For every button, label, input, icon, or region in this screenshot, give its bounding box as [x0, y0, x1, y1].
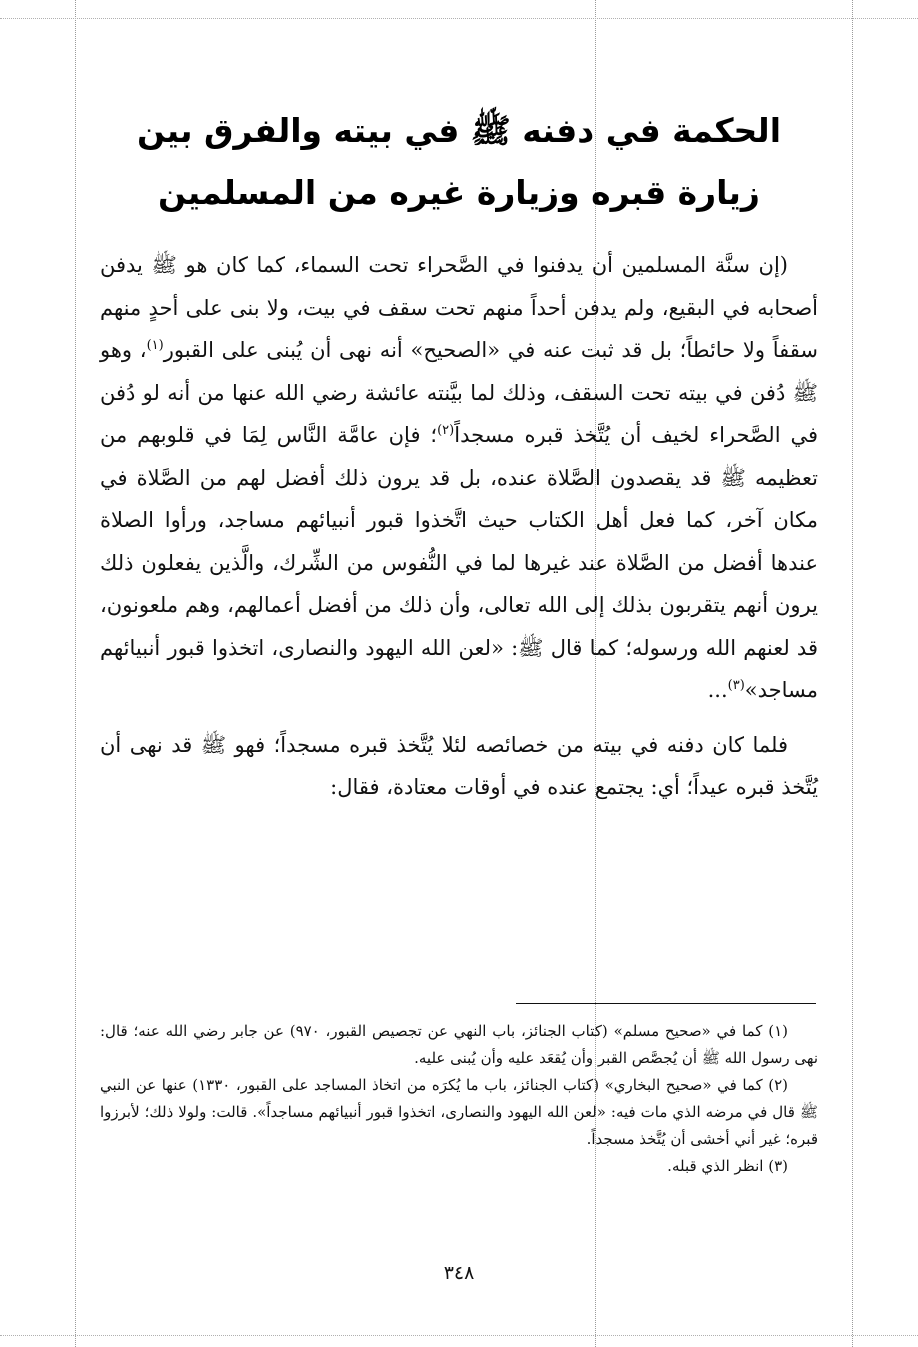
paragraph-2: فلما كان دفنه في بيته من خصائصه لئلا يُتَّخذ قبره مسجداً؛ فهو ﷺ قد نهى أن يُتَّخذ قبره عيداً؛ أي: يجتمع عنده في أوقات معتادة، فقال:: [100, 732, 818, 799]
paragraph-1-ellipsis: ...: [707, 678, 728, 702]
footnote-ref-3: (٣): [727, 678, 745, 693]
chapter-title: الحكمة في دفنه ﷺ في بيته والفرق بين زيارة قبره وزيارة غيره من المسلمين: [136, 111, 781, 212]
paragraph-1: [100, 244, 818, 712]
page-number: ٣٤٨: [443, 1262, 475, 1284]
main-content: [100, 100, 818, 809]
paragraph-1-part-a: (إن سنَّة المسلمين أن يدفنوا في الصَّحراء تحت السماء، كما كان هو ﷺ يدفن أصحابه في البقيع، ولم يدفن أحداً منهم تحت سقف في بيت، ولا بنى على أحدٍ منهم سقفاً ولا حائطاً؛ بل قد ثبت عنه في «الصحيح» أنه نهى أن يُبنى على القبور: [100, 253, 818, 362]
footnote-2: (٢) كما في «صحيح البخاري» (كتاب الجنائز، باب ما يُكرَه من اتخاذ المساجد على القبور، ١٣٣٠) عنها عن النبي ﷺ قال في مرضه الذي مات فيه: «لعن الله اليهود والنصارى، اتخذوا قبور أنبيائهم مساجداً». قالت: ولولا ذلك؛ لأبرزوا قبره؛ غير أني أخشى أن يُتَّخذ مسجداً.: [100, 1076, 818, 1148]
margin-guide-right: [852, 0, 853, 1347]
footnote-ref-1: (١): [146, 338, 164, 353]
paragraph-1-part-b: ، وهو ﷺ دُفن في بيته تحت السقف، وذلك لما بيَّنته عائشة رضي الله عنها من أنه لو دُفن في الصَّحراء لخيف أن يُتَّخذ قبره مسجداً: [100, 338, 819, 447]
footnote-3: (٣) انظر الذي قبله.: [667, 1157, 788, 1175]
paragraph-1-part-c: ؛ فإن عامَّة النَّاس لِمَا في قلوبهم من تعظيمه ﷺ قد يقصدون الصَّلاة عنده، بل قد يرون ذلك أفضل لهم من الصَّلاة في مكان آخر، كما فعل أهل الكتاب حيث اتَّخذوا قبور أنبيائهم مساجد، ورأوا الصلاة عندها أفضل من الصَّلاة عند غيرها لما في النُّفوس من الشِّرك، والَّذين يفعلون ذلك يرون أنهم يتقربون بذلك إلى الله تعالى، وأن ذلك من أفضل أعمالهم، وهم ملعونون، قد لعنهم الله ورسوله؛ كما قال ﷺ: «لعن الله اليهود والنصارى، اتخذوا قبور أنبيائهم مساجد»: [100, 423, 818, 702]
footnote-ref-2: (٢): [437, 423, 455, 438]
footnote-separator: [516, 1003, 816, 1004]
footnote-1: (١) كما في «صحيح مسلم» (كتاب الجنائز، باب النهي عن تجصيص القبور، ٩٧٠) عن جابر رضي الله عنه؛ قال: نهى رسول الله ﷺ أن يُجصَّص القبر وأن يُقعَد عليه وأن يُبنى عليه.: [100, 1022, 818, 1067]
footnotes: [100, 1018, 818, 1180]
margin-guide-left: [75, 0, 76, 1347]
margin-guide-top: [0, 18, 918, 19]
body-text: [100, 244, 818, 809]
margin-guide-bottom: [0, 1335, 918, 1336]
